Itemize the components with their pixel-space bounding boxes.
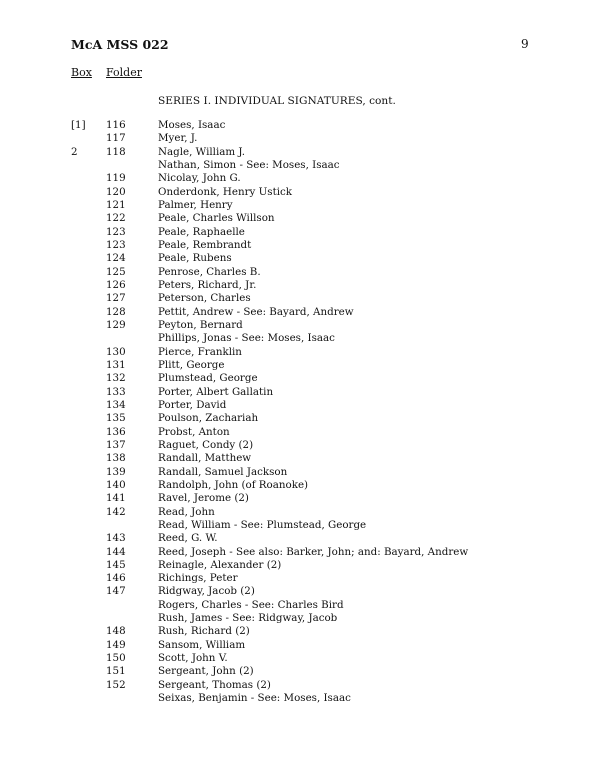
- list-item: [0, 412, 600, 425]
- folder-number: 146: [106, 572, 126, 585]
- folder-number: 121: [106, 198, 126, 211]
- list-item: [0, 119, 600, 132]
- list-item: [0, 452, 600, 465]
- list-item: [0, 266, 600, 279]
- folder-number: 130: [106, 345, 126, 358]
- entry-name: Plumstead, George: [158, 372, 258, 385]
- entry-name: Reed, G. W.: [158, 532, 218, 545]
- list-item: [0, 199, 600, 212]
- folder-number: 151: [106, 665, 126, 678]
- box-number: [1]: [71, 119, 86, 131]
- folder-number: 143: [106, 532, 126, 545]
- list-item: [0, 399, 600, 412]
- list-item: [0, 532, 600, 545]
- list-item: [0, 132, 600, 145]
- entry-name: Palmer, Henry: [158, 198, 233, 211]
- entry-name: Onderdonk, Henry Ustick: [158, 185, 293, 198]
- folder-number: 117: [106, 132, 126, 145]
- entry-name: Peale, Rembrandt: [158, 238, 252, 251]
- list-item: [0, 652, 600, 665]
- folder-number: 133: [106, 385, 126, 398]
- folder-number: 149: [106, 638, 126, 651]
- entry-name: Sansom, William: [158, 638, 246, 651]
- folder-number: 140: [106, 478, 126, 491]
- folder-number: 134: [106, 398, 126, 411]
- list-item: [0, 172, 600, 185]
- list-item: [0, 359, 600, 372]
- folder-number: 142: [106, 505, 126, 518]
- entry-name: Porter, David: [158, 398, 227, 411]
- list-item: [0, 292, 600, 305]
- list-item: [0, 665, 600, 678]
- entry-name: Richings, Peter: [158, 572, 238, 585]
- list-item: [0, 386, 600, 399]
- box-number: 2: [71, 145, 78, 158]
- list-item: [0, 226, 600, 239]
- list-item: [0, 639, 600, 652]
- entry-name: Rogers, Charles - See: Charles Bird: [158, 598, 344, 611]
- list-item: [0, 279, 600, 292]
- entry-name: Reinagle, Alexander (2): [158, 558, 282, 571]
- entry-name: Peale, Charles Willson: [158, 212, 275, 225]
- list-item: [0, 239, 600, 252]
- folder-number: 126: [106, 278, 126, 291]
- folder-number: 137: [106, 438, 126, 451]
- folder-number: 122: [106, 212, 126, 225]
- folder-number: 124: [106, 252, 126, 265]
- list-item: [0, 519, 600, 532]
- page-number: 9: [521, 37, 529, 51]
- list-item: [0, 479, 600, 492]
- list-item: [0, 466, 600, 479]
- finding-aid-list: [0, 119, 600, 705]
- folder-number: 116: [106, 119, 126, 131]
- entry-name: Probst, Anton: [158, 425, 230, 438]
- list-item: [0, 346, 600, 359]
- list-item: [0, 426, 600, 439]
- entry-name: Read, William - See: Plumstead, George: [158, 518, 367, 531]
- list-item: [0, 439, 600, 452]
- folder-number: 145: [106, 558, 126, 571]
- folder-number: 128: [106, 305, 126, 318]
- list-item: [0, 692, 600, 705]
- folder-number: 136: [106, 425, 126, 438]
- entry-name: Penrose, Charles B.: [158, 265, 261, 278]
- list-item: [0, 372, 600, 385]
- list-item: [0, 625, 600, 638]
- folder-number: 123: [106, 225, 126, 238]
- list-item: [0, 186, 600, 199]
- entry-name: Rush, James - See: Ridgway, Jacob: [158, 612, 338, 625]
- entry-name: Plitt, George: [158, 358, 225, 371]
- list-item: [0, 319, 600, 332]
- folder-number: 152: [106, 678, 126, 691]
- entry-name: Pettit, Andrew - See: Bayard, Andrew: [158, 305, 354, 318]
- entry-name: Sergeant, Thomas (2): [158, 678, 271, 691]
- entry-name: Moses, Isaac: [158, 119, 226, 131]
- list-item: [0, 599, 600, 612]
- folder-number: 125: [106, 265, 126, 278]
- list-item: [0, 492, 600, 505]
- entry-name: Seixas, Benjamin - See: Moses, Isaac: [158, 692, 351, 705]
- list-item: [0, 332, 600, 345]
- list-item: [0, 212, 600, 225]
- folder-number: 141: [106, 492, 126, 505]
- entry-name: Scott, John V.: [158, 652, 228, 665]
- folder-number: 138: [106, 452, 126, 465]
- entry-name: Peterson, Charles: [158, 292, 251, 305]
- folder-number: 120: [106, 185, 126, 198]
- entry-name: Peyton, Bernard: [158, 318, 243, 331]
- folder-number: 127: [106, 292, 126, 305]
- entry-name: Poulson, Zachariah: [158, 412, 259, 425]
- entry-name: Nagle, William J.: [158, 145, 246, 158]
- entry-name: Randolph, John (of Roanoke): [158, 478, 309, 491]
- folder-number: 119: [106, 172, 126, 185]
- entry-name: Peale, Raphaelle: [158, 225, 245, 238]
- entry-name: Pierce, Franklin: [158, 345, 242, 358]
- entry-name: Porter, Albert Gallatin: [158, 385, 274, 398]
- list-item: [0, 679, 600, 692]
- list-item: [0, 572, 600, 585]
- list-item: [0, 506, 600, 519]
- list-item: [0, 546, 600, 559]
- folder-number: 147: [106, 585, 126, 598]
- entry-name: Nathan, Simon - See: Moses, Isaac: [158, 158, 340, 171]
- folder-number: 129: [106, 318, 126, 331]
- entry-name: Ravel, Jerome (2): [158, 492, 249, 505]
- entry-name: Randall, Matthew: [158, 452, 252, 465]
- list-item: [0, 585, 600, 598]
- entry-name: Raguet, Condy (2): [158, 438, 254, 451]
- folder-number: 123: [106, 238, 126, 251]
- list-item: [0, 146, 600, 159]
- list-item: [0, 306, 600, 319]
- list-item: [0, 559, 600, 572]
- column-header-box: Box: [71, 66, 92, 79]
- series-heading: SERIES I. INDIVIDUAL SIGNATURES, cont.: [158, 95, 396, 107]
- entry-name: Rush, Richard (2): [158, 625, 250, 638]
- list-item: [0, 252, 600, 265]
- list-item: [0, 612, 600, 625]
- entry-name: Myer, J.: [158, 132, 198, 145]
- entry-name: Randall, Samuel Jackson: [158, 465, 288, 478]
- folder-number: 148: [106, 625, 126, 638]
- column-header-folder: Folder: [106, 66, 142, 79]
- folder-number: 132: [106, 372, 126, 385]
- entry-name: Reed, Joseph - See also: Barker, John; and: Bayard, Andrew: [158, 545, 469, 558]
- entry-name: Ridgway, Jacob (2): [158, 585, 255, 598]
- entry-name: Peters, Richard, Jr.: [158, 278, 257, 291]
- folder-number: 118: [106, 145, 126, 158]
- entry-name: Read, John: [158, 505, 215, 518]
- entry-name: Peale, Rubens: [158, 252, 232, 265]
- list-item: [0, 159, 600, 172]
- folder-number: 131: [106, 358, 126, 371]
- folder-number: 144: [106, 545, 126, 558]
- entry-name: Phillips, Jonas - See: Moses, Isaac: [158, 332, 335, 345]
- folder-number: 150: [106, 652, 126, 665]
- entry-name: Nicolay, John G.: [158, 172, 241, 185]
- folder-number: 135: [106, 412, 126, 425]
- entry-name: Sergeant, John (2): [158, 665, 254, 678]
- document-title: McA MSS 022: [71, 37, 169, 52]
- folder-number: 139: [106, 465, 126, 478]
